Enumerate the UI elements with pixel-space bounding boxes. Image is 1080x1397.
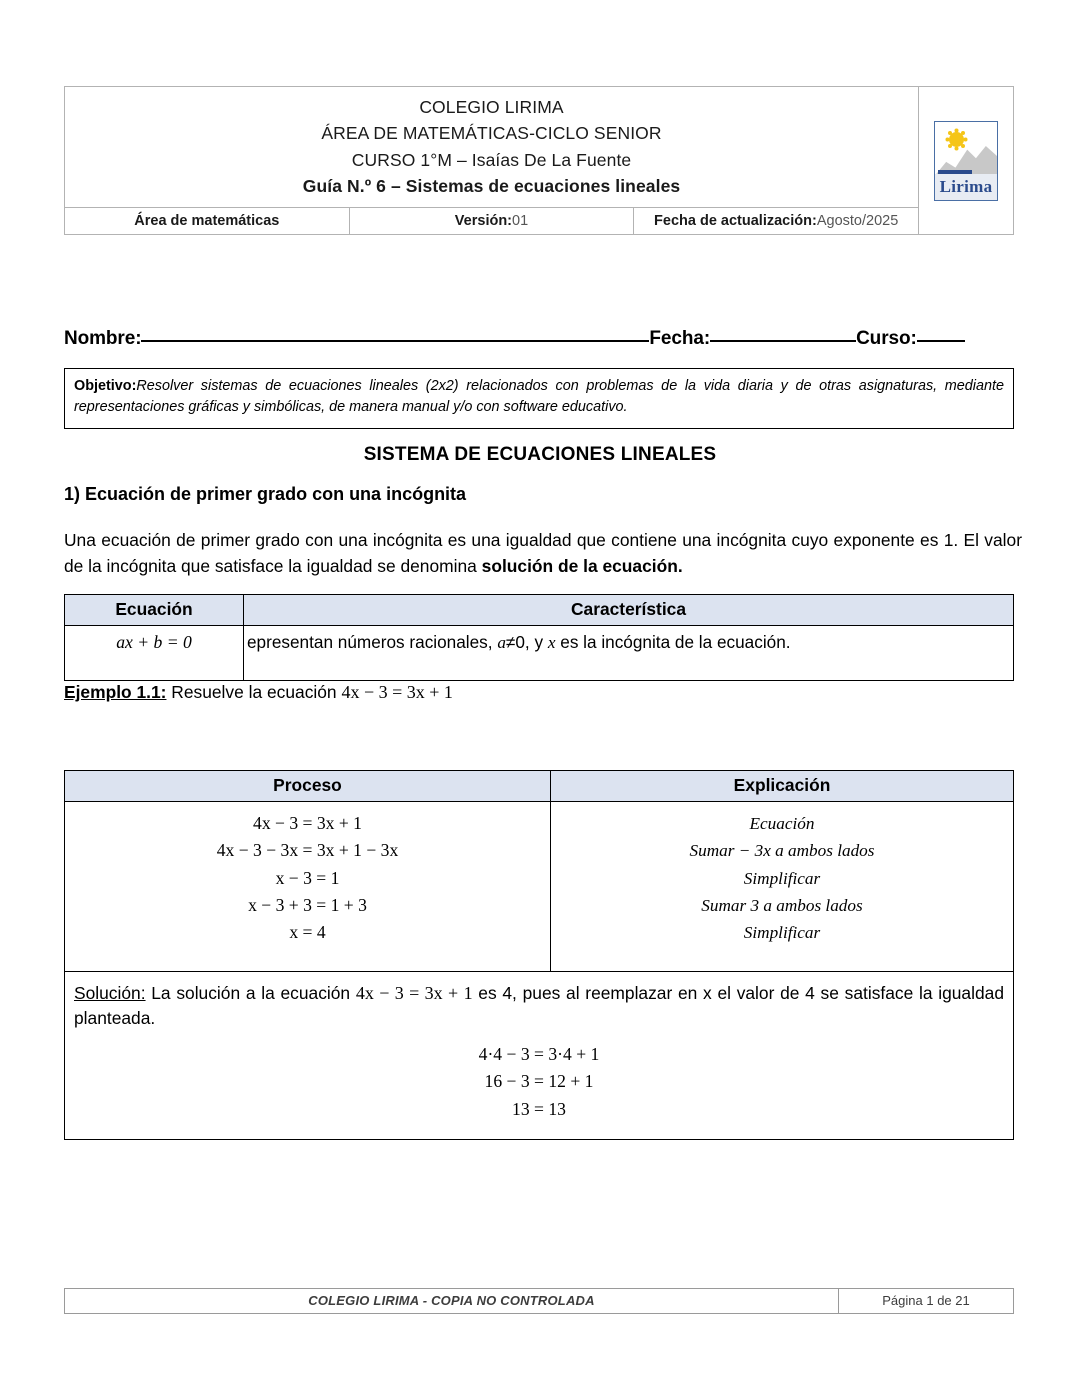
header-version-label: Versión: <box>454 213 513 229</box>
solution-post: es 4, pues al reemplazar en x el valor de 4 se satisface la igualdad planteada. <box>74 982 1004 1028</box>
header-title-cell <box>65 87 919 208</box>
document-footer-table <box>64 1288 1014 1314</box>
header-update-value: Agosto/2025 <box>816 213 899 229</box>
characteristic-mid: ≠0, y <box>505 632 548 652</box>
sun-icon <box>949 132 964 147</box>
paragraph-text: Una ecuación de primer grado con una incógnita es una igualdad que contiene una incógnita cuyo exponente es 1. El valor de la incógnita que satisface la igualdad se denomina <box>64 530 1022 576</box>
header-line-school: COLEGIO LIRIMA <box>419 97 564 117</box>
nombre-blank-field[interactable] <box>141 340 649 342</box>
page-title: SISTEMA DE ECUACIONES LINEALES <box>363 444 717 465</box>
footer-row <box>65 1289 1014 1314</box>
solution-label: Solución: <box>74 982 146 1003</box>
column-header-proceso: Proceso <box>65 771 551 802</box>
header-update-label: Fecha de actualización: <box>654 213 817 229</box>
table-header-row <box>65 771 1014 802</box>
cell-solution <box>65 971 1014 1139</box>
verification-step: 13 = 13 <box>512 1098 566 1119</box>
header-line-guide: Guía N.º 6 – Sistemas de ecuaciones lineales <box>302 175 681 196</box>
objetivo-label: Objetivo: <box>74 378 137 394</box>
solution-verification <box>74 1041 1004 1123</box>
table-row <box>65 626 1014 681</box>
ejemplo-1-1-line <box>64 682 453 703</box>
cell-characteristic <box>244 626 1014 681</box>
process-step: x − 3 = 1 <box>275 867 340 888</box>
process-step: 4x − 3 − 3x = 3x + 1 − 3x <box>216 840 399 861</box>
logo-wordmark: Lirima <box>939 176 993 196</box>
verification-step: 4·4 − 3 = 3·4 + 1 <box>478 1044 600 1065</box>
process-step: 4x − 3 = 3x + 1 <box>253 813 362 833</box>
characteristic-var-a: a <box>497 633 506 652</box>
column-header-explicacion: Explicación <box>551 771 1014 802</box>
footer-copy-notice: COLEGIO LIRIMA - COPIA NO CONTROLADA <box>65 1289 839 1314</box>
student-info-line <box>64 328 1014 350</box>
explanation-step: Simplificar <box>743 868 821 888</box>
footer-page-number: Página 1 de 21 <box>839 1289 1014 1314</box>
document-header-table <box>64 86 1014 235</box>
column-header-ecuacion: Ecuación <box>65 595 244 626</box>
characteristic-var-x: x <box>547 633 556 652</box>
column-header-caracteristica: Característica <box>244 595 1014 626</box>
section-1-heading: 1) Ecuación de primer grado con una incógnita <box>64 484 467 504</box>
school-logo-cell <box>919 87 1014 235</box>
ejemplo-equation: 4x − 3 = 3x + 1 <box>341 682 453 702</box>
lirima-logo-icon <box>934 121 998 201</box>
process-explanation-table <box>64 770 1014 1140</box>
table-header-row <box>65 595 1014 626</box>
cell-equation-formula: ax + b = 0 <box>65 626 244 681</box>
table-row-solution <box>65 971 1014 1139</box>
explanation-step: Sumar − 3x a ambos lados <box>689 841 875 861</box>
table-row <box>65 802 1014 972</box>
header-area-cell <box>65 208 350 235</box>
paragraph-emphasis: solución de la ecuación. <box>481 555 683 576</box>
curso-blank-field[interactable] <box>917 340 965 342</box>
header-line-area: ÁREA DE MATEMÁTICAS-CICLO SENIOR <box>321 123 662 144</box>
header-area-label: Área de matemáticas <box>134 213 280 229</box>
cell-explanations <box>551 802 1014 972</box>
objetivo-box <box>64 368 1014 429</box>
process-step: x − 3 + 3 = 1 + 3 <box>248 894 367 915</box>
solution-pre: La solución a la ecuación <box>145 982 356 1003</box>
verification-step: 16 − 3 = 12 + 1 <box>484 1071 594 1092</box>
characteristic-post: es la incógnita de la ecuación. <box>555 632 791 652</box>
ejemplo-label: Ejemplo 1.1: <box>64 682 167 702</box>
fecha-label: Fecha: <box>649 328 711 349</box>
header-version-cell <box>349 208 634 235</box>
objetivo-body: Resolver sistemas de ecuaciones lineales (2x2) relacionados con problemas de la vida diaria y de otras asignaturas, mediante representaciones gráficas y simbólicas, de manera manual y/o con software educativo. <box>74 378 1004 416</box>
section-1-paragraph <box>64 528 1022 580</box>
solution-equation: 4x − 3 = 3x + 1 <box>355 982 473 1003</box>
solution-text <box>74 980 1004 1031</box>
cell-process-steps <box>65 802 551 972</box>
equation-definition-table <box>64 594 1014 681</box>
header-line-course: CURSO 1°M – Isaías De La Fuente <box>351 149 632 170</box>
objetivo-text <box>74 376 1004 419</box>
header-version-value: 01 <box>512 213 529 229</box>
explanation-step: Simplificar <box>743 923 821 943</box>
explanation-step: Sumar 3 a ambos lados <box>701 896 863 916</box>
fecha-blank-field[interactable] <box>710 340 856 342</box>
nombre-label: Nombre: <box>64 328 142 349</box>
header-update-cell <box>634 208 919 235</box>
ejemplo-text: Resuelve la ecuación <box>166 682 342 702</box>
characteristic-pre: epresentan números racionales, <box>247 632 498 652</box>
explanation-step: Ecuación <box>749 814 815 833</box>
process-step: x = 4 <box>289 922 326 943</box>
curso-label: Curso: <box>856 328 917 349</box>
